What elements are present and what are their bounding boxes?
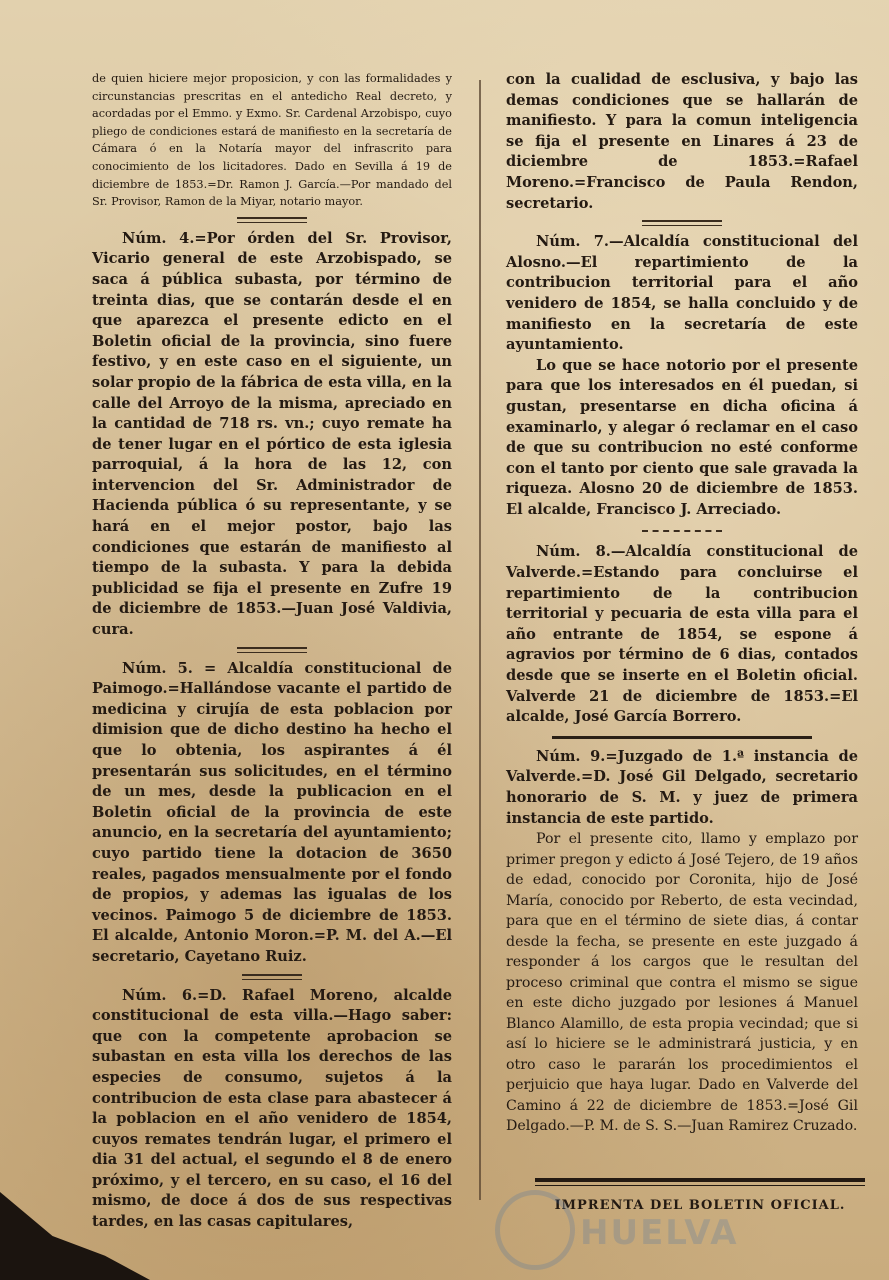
right-column: [506, 70, 858, 1137]
intro-paragraph: de quien hiciere mejor proposicion, y con las formalidades y circunstancias prescritas en el antedicho Real decreto, y acordadas por el Emmo. y Exmo. Sr. Cardenal Arzobispo, cuyo pliego de condiciones estará de manifiesto en la secretaría de Cámara ó en la Notaría mayor del infrascrito para conocimiento de los licitadores. Dado en Sevilla á 19 de diciembre de 1853.=Dr. Ramon J. García.—Por mandado del Sr. Provisor, Ramon de la Miyar, notario mayor.: [92, 72, 452, 209]
separator-rule: [642, 220, 722, 226]
notice-num4: Núm. 4.=Por órden del Sr. Provisor, Vicario general de este Arzobispado, se saca á pública subasta, por término de treinta dias, que se contarán desde el en que aparezca el presente edicto en el Boletin oficial de la provincia, sino fuere festivo, y en este caso en el siguiente, un solar propio de la fábrica de esta villa, en la calle del Arroyo de la misma, apreciado en la cantidad de 718 rs. vn.; cuyo remate ha de tener lugar en el pórtico de esta iglesia parroquial, á la hora de las 12, con intervencion del Sr. Administrador de Hacienda pública ó su representante, y se hará en el mejor postor, bajo las condiciones que estarán de manifiesto al tiempo de la subasta. Y para la debida publicidad se fija el presente en Zufre 19 de diciembre de 1853.—Juan José Valdivia, cura.: [92, 229, 452, 639]
notice-num6-continued: con la cualidad de esclusiva, y bajo las demas condiciones que se hallarán de manifiesto. Y para la comun inteligencia se fija el presente en Linares á 23 de diciembre de 1853.=Rafael Moreno.=Francisco de Paula Rendon, secretario.: [506, 71, 858, 212]
watermark-text: HUELVA: [580, 1213, 739, 1253]
printer-footer: IMPRENTA DEL BOLETIN OFICIAL.: [554, 1198, 846, 1213]
left-column: [92, 70, 452, 1233]
notice-num9: Núm. 9.=Juzgado de 1.ª instancia de Valverde.=D. José Gil Delgado, secretario honorario de S. M. y juez de primera instancia de este partido.: [506, 747, 858, 827]
library-watermark: [485, 1185, 825, 1265]
separator-rule: [237, 217, 307, 223]
separator-dashes: [642, 530, 722, 532]
separator-rule: [237, 647, 307, 653]
notice-num9-body: Por el presente cito, llamo y emplazo por primer pregon y edicto á José Tejero, de 19 años de edad, conocido por Coronita, hijo de José María, conocido por Reberto, de esta vecindad, para que en el término de siete dias, á contar desde la fecha, se presente en este juzgado á responder á los cargos que le resultan del proceso criminal que contra el mismo se sigue en este dicho juzgado por lesiones á Manuel Blanco Alamillo, de esta propia vecindad; que si así lo hiciere se le administrará justicia, y en otro caso le pararán los procedimientos el perjuicio que haya lugar. Dado en Valverde del Camino á 22 de diciembre de 1853.=José Gil Delgado.—P. M. de S. S.—Juan Ramirez Cruzado.: [506, 831, 858, 1135]
column-divider: [479, 80, 481, 1200]
notice-num8: Núm. 8.—Alcaldía constitucional de Valverde.=Estando para concluirse el repartimiento de la contribucion territorial y pecuaria de esta villa para el año entrante de 1854, se espone á agravios por término de 6 dias, contados desde que se inserte en el Boletin oficial. Valverde 21 de diciembre de 1853.=El alcalde, José García Borrero.: [506, 543, 858, 726]
notice-num5: Núm. 5. = Alcaldía constitucional de Paimogo.=Hallándose vacante el partido de medicina y cirujía de esta poblacion por dimision que de dicho destino ha hecho el que lo obtenia, los aspirantes á él presentarán sus solicitudes, en el término de un mes, desde la publicacion en el Boletin oficial de la provincia de este anuncio, en la secretaría del ayuntamiento; cuyo partido tiene la dotacion de 3650 reales, pagados mensualmente por el fondo de propios, y ademas las igualas de los vecinos. Paimogo 5 de diciembre de 1853. El alcalde, Antonio Moron.=P. M. del A.—El secretario, Cayetano Ruiz.: [92, 659, 452, 965]
seal-icon: [495, 1190, 575, 1270]
separator-heavy-rule: [552, 736, 812, 739]
notice-num7-body: Lo que se hace notorio por el presente para que los interesados en él puedan, si gustan, presentarse en dicha oficina á examinarlo, y alegar ó reclamar en el caso de que su contribucion no esté conforme con el tanto por ciento que sale gravada la riqueza. Alosno 20 de diciembre de 1853. El alcalde, Francisco J. Arreciado.: [506, 356, 858, 518]
notice-num7: Núm. 7.—Alcaldía constitucional del Alosno.—El repartimiento de la contribucion territorial para el año venidero de 1854, se halla concluido y de manifiesto en la secretaría de este ayuntamiento.: [506, 233, 858, 354]
separator-rule: [242, 974, 302, 980]
notice-num6: Núm. 6.=D. Rafael Moreno, alcalde constitucional de esta villa.—Hago saber: que con la competente aprobacion se subastan en esta villa los derechos de las especies de consumo, sujetos á la contribucion de esta clase para abastecer á la poblacion en el año venidero de 1854, cuyos remates tendrán lugar, el primero el dia 31 del actual, el segundo el 8 de enero próximo, y el tercero, en su caso, el 16 del mismo, de doce á dos de sus respectivas tardes, en las casas capitulares,: [92, 986, 452, 1231]
